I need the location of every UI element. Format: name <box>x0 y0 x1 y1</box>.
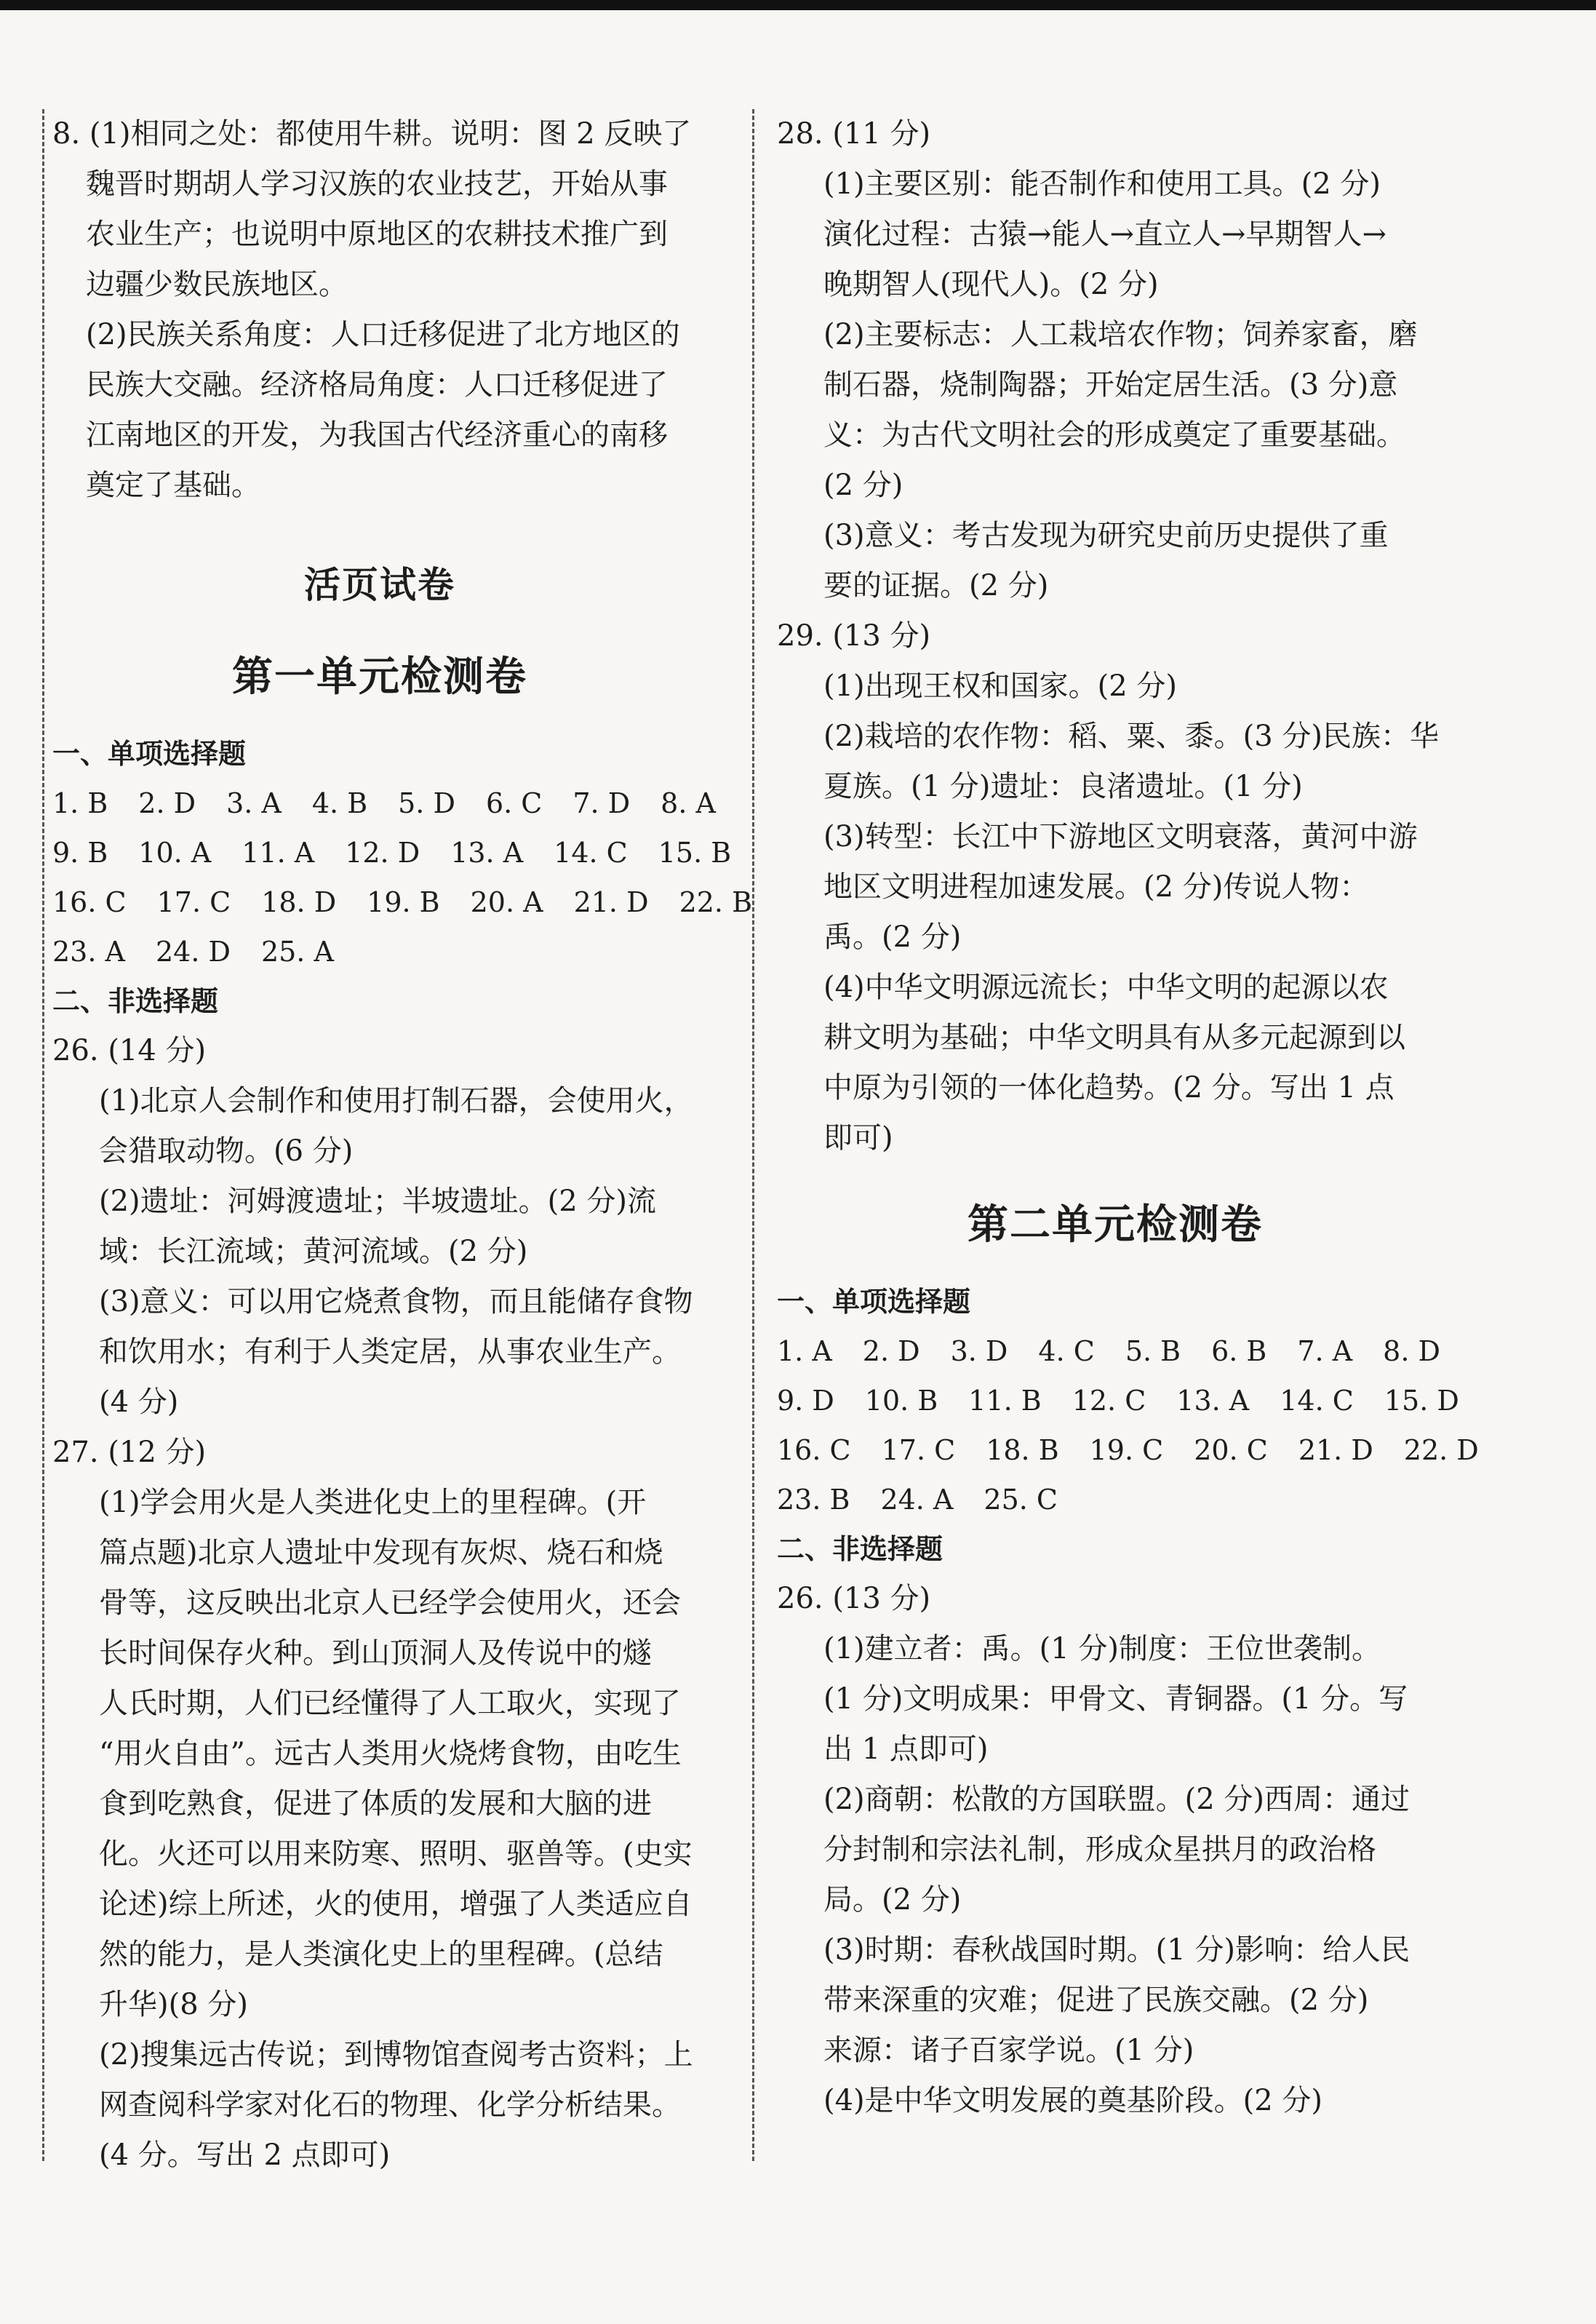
mc-answer: 1. A <box>777 1335 832 1367</box>
q27-heading: 27. (12 分) <box>52 1436 207 1469</box>
q27-line: 长时间保存火种。到山顶洞人及传说中的燧 <box>99 1636 652 1670</box>
q27-line: 人氏时期，人们已经懂得了人工取火，实现了 <box>99 1687 681 1720</box>
mc-answer: 12. D <box>345 837 420 869</box>
q8-line: 农业生产；也说明中原地区的农耕技术推广到 <box>86 218 668 251</box>
mc-answer: 21. D <box>573 886 649 918</box>
q26-heading: 26. (14 分) <box>52 1034 207 1067</box>
unit2-q26-line: 来源：诸子百家学说。(1 分) <box>823 2034 1194 2067</box>
mc-answer: 5. B <box>1125 1335 1181 1367</box>
mc-answer: 8. A <box>661 787 716 819</box>
mc-answer: 24. D <box>155 936 231 968</box>
q27-line: (4 分。写出 2 点即可) <box>99 2138 391 2172</box>
q29-answer <box>777 661 1453 1163</box>
mc-answer: 9. B <box>52 837 108 869</box>
mc-answer: 8. D <box>1383 1335 1440 1367</box>
q26-line: (4 分) <box>99 1385 179 1419</box>
mc-answer: 11. B <box>968 1385 1042 1417</box>
q29-line: 中原为引领的一体化趋势。(2 分。写出 1 点 <box>823 1071 1394 1105</box>
q27-line: (2)搜集远古传说；到博物馆查阅考古资料；上 <box>99 2038 693 2072</box>
top-edge-bar <box>0 0 1596 10</box>
q27-line: 化。火还可以用来防寒、照明、驱兽等。(史实 <box>99 1837 693 1871</box>
unit2-mc-answers <box>777 1326 1479 1524</box>
q8-line: 8. (1)相同之处：都使用牛耕。说明：图 2 反映了 <box>52 117 692 151</box>
mc-answer: 20. A <box>470 886 543 918</box>
mc-answer: 10. B <box>864 1385 938 1417</box>
mc-answer: 15. B <box>658 837 732 869</box>
unit2-open-heading: 二、非选择题 <box>777 1533 943 1565</box>
q27-line: (1)学会用火是人类进化史上的里程碑。(开 <box>99 1486 647 1519</box>
q8-line: 边疆少数民族地区。 <box>86 268 348 301</box>
mc-answer: 18. D <box>261 886 337 918</box>
mc-answer: 25. A <box>260 936 334 968</box>
q26-line: (2)遗址：河姆渡遗址；半坡遗址。(2 分)流 <box>99 1185 657 1218</box>
unit2-q26-answer <box>777 1624 1453 2126</box>
mc-answer: 13. A <box>1176 1385 1250 1417</box>
unit2-q26-line: 出 1 点即可) <box>823 1732 989 1766</box>
mc-answer: 20. C <box>1194 1434 1268 1466</box>
unit2-q26-line: 带来深重的灾难；促进了民族交融。(2 分) <box>823 1983 1369 2017</box>
mc-answer: 23. A <box>52 936 125 968</box>
unit2-q26-line: (1 分)文明成果：甲骨文、青铜器。(1 分。写 <box>823 1682 1408 1716</box>
mc-answer: 6. C <box>485 787 543 819</box>
unit1-open-heading: 二、非选择题 <box>52 985 219 1017</box>
unit1-mc-answers <box>52 779 752 976</box>
mc-answer: 13. A <box>450 837 524 869</box>
q8-line: 奠定了基础。 <box>86 469 260 502</box>
mc-answer: 3. A <box>226 787 282 819</box>
mc-answer: 5. D <box>398 787 455 819</box>
q27-line: 然的能力，是人类演化史上的里程碑。(总结 <box>99 1938 663 1971</box>
mc-answer: 14. C <box>554 837 628 869</box>
q26-line: 会猎取动物。(6 分) <box>99 1134 354 1168</box>
mc-row <box>777 1425 1479 1475</box>
q28-line: (1)主要区别：能否制作和使用工具。(2 分) <box>823 167 1381 201</box>
unit2-q26-heading: 26. (13 分) <box>777 1582 931 1615</box>
mc-answer: 15. D <box>1384 1385 1459 1417</box>
q8-line: (2)民族关系角度：人口迁移促进了北方地区的 <box>86 318 680 351</box>
q29-line: 耕文明为基础；中华文明具有从多元起源到以 <box>823 1021 1405 1054</box>
unit1-title: 第一单元检测卷 <box>232 653 527 701</box>
mc-row <box>52 927 707 976</box>
mc-answer: 17. C <box>881 1434 956 1466</box>
q29-line: (3)转型：长江中下游地区文明衰落，黄河中游 <box>823 820 1418 853</box>
mc-answer: 1. B <box>52 787 108 819</box>
mc-answer: 9. D <box>777 1385 834 1417</box>
q28-line: (3)意义：考古发现为研究史前历史提供了重 <box>823 519 1389 552</box>
q28-line: 晚期智人(现代人)。(2 分) <box>823 268 1159 301</box>
mc-answer: 19. B <box>367 886 440 918</box>
q27-line: 食到吃熟食，促进了体质的发展和大脑的进 <box>99 1787 652 1820</box>
q29-line: 禹。(2 分) <box>823 920 962 954</box>
q26-line: (1)北京人会制作和使用打制石器，会使用火， <box>99 1084 693 1118</box>
mc-answer: 24. A <box>880 1484 954 1516</box>
q28-line: (2 分) <box>823 469 903 502</box>
mc-row <box>52 828 732 878</box>
mc-answer: 2. D <box>138 787 196 819</box>
q29-line: (1)出现王权和国家。(2 分) <box>823 669 1178 703</box>
mc-answer: 6. B <box>1211 1335 1267 1367</box>
left-column <box>52 109 752 2181</box>
mc-answer: 18. B <box>986 1434 1059 1466</box>
mc-row <box>52 779 716 828</box>
q27-line: 论述)综上所述，火的使用，增强了人类适应自 <box>99 1887 693 1921</box>
q26-line: 和饮用水；有利于人类定居，从事农业生产。 <box>99 1335 681 1369</box>
q27-line: 篇点题)北京人遗址中发现有灰烬、烧石和烧 <box>99 1536 663 1569</box>
mc-row <box>777 1376 1459 1425</box>
q26-line: 域：长江流域；黄河流域。(2 分) <box>99 1235 528 1268</box>
q8-line: 江南地区的开发，为我国古代经济重心的南移 <box>86 418 668 452</box>
mc-row <box>777 1475 1453 1524</box>
mc-answer: 16. C <box>777 1434 851 1466</box>
q29-line: (2)栽培的农作物：稻、粟、黍。(3 分)民族：华 <box>823 720 1440 753</box>
mc-answer: 17. C <box>156 886 231 918</box>
q27-answer <box>52 1478 707 2181</box>
q28-line: (2)主要标志：人工栽培农作物；饲养家畜，磨 <box>823 318 1418 351</box>
q28-line: 要的证据。(2 分) <box>823 569 1049 602</box>
mc-answer: 7. A <box>1297 1335 1353 1367</box>
mc-answer: 3. D <box>950 1335 1008 1367</box>
right-column <box>777 109 1479 2126</box>
left-margin-dashed-rule <box>42 109 44 2161</box>
q27-line: 骨等，这反映出北京人已经学会使用火，还会 <box>99 1586 681 1620</box>
unit2-title: 第二单元检测卷 <box>967 1201 1263 1249</box>
mc-answer: 16. C <box>52 886 127 918</box>
q8-line: 民族大交融。经济格局角度：人口迁移促进了 <box>86 368 668 402</box>
unit2-q26-line: 局。(2 分) <box>823 1883 962 1917</box>
mc-answer: 10. A <box>138 837 212 869</box>
mc-answer: 14. C <box>1280 1385 1354 1417</box>
q26-answer <box>52 1076 707 1428</box>
q8-answer <box>52 109 707 511</box>
q27-line: 网查阅科学家对化石的物理、化学分析结果。 <box>99 2088 681 2122</box>
q28-heading: 28. (11 分) <box>777 117 931 151</box>
q29-line: 即可) <box>823 1121 893 1155</box>
unit1-mc-heading: 一、单项选择题 <box>52 738 247 770</box>
q29-line: 夏族。(1 分)遗址：良渚遗址。(1 分) <box>823 770 1303 803</box>
q28-line: 制石器，烧制陶器；开始定居生活。(3 分)意 <box>823 368 1398 402</box>
unit2-q26-line: (3)时期：春秋战国时期。(1 分)影响：给人民 <box>823 1933 1411 1967</box>
q27-line: 升华)(8 分) <box>99 1988 248 2021</box>
mc-answer: 22. B <box>679 886 752 918</box>
q28-answer <box>777 159 1453 611</box>
q29-heading: 29. (13 分) <box>777 619 931 653</box>
q29-line: (4)中华文明源远流长；中华文明的起源以农 <box>823 971 1389 1004</box>
unit2-q26-line: (4)是中华文明发展的奠基阶段。(2 分) <box>823 2084 1323 2117</box>
q28-line: 义：为古代文明社会的形成奠定了重要基础。 <box>823 418 1405 452</box>
q29-line: 地区文明进程加速发展。(2 分)传说人物： <box>823 870 1369 904</box>
mc-answer: 7. D <box>572 787 631 819</box>
column-divider-dashed-rule <box>752 109 754 2161</box>
mc-answer: 22. D <box>1403 1434 1479 1466</box>
unit2-mc-heading: 一、单项选择题 <box>777 1286 971 1318</box>
mc-answer: 4. C <box>1038 1335 1095 1367</box>
unit2-q26-line: 分封制和宗法礼制，形成众星拱月的政治格 <box>823 1833 1376 1866</box>
q28-line: 演化过程：古猿→能人→直立人→早期智人→ <box>823 218 1387 251</box>
unit2-q26-line: (1)建立者：禹。(1 分)制度：王位世袭制。 <box>823 1632 1381 1666</box>
q27-line: “用火自由”。远古人类用火烧烤食物，由吃生 <box>99 1737 682 1770</box>
mc-answer: 21. D <box>1298 1434 1373 1466</box>
mc-row <box>777 1326 1453 1376</box>
mc-answer: 25. C <box>983 1484 1058 1516</box>
mc-answer: 2. D <box>862 1335 920 1367</box>
mc-answer: 23. B <box>777 1484 850 1516</box>
mc-row <box>52 878 752 927</box>
mc-answer: 19. C <box>1089 1434 1164 1466</box>
mc-answer: 4. B <box>311 787 368 819</box>
mc-answer: 12. C <box>1072 1385 1146 1417</box>
q8-line: 魏晋时期胡人学习汉族的农业技艺，开始从事 <box>86 167 668 201</box>
q26-line: (3)意义：可以用它烧煮食物，而且能储存食物 <box>99 1285 693 1318</box>
mc-answer: 11. A <box>242 837 315 869</box>
main-title: 活页试卷 <box>304 564 455 606</box>
unit2-q26-line: (2)商朝：松散的方国联盟。(2 分)西周：通过 <box>823 1783 1411 1816</box>
